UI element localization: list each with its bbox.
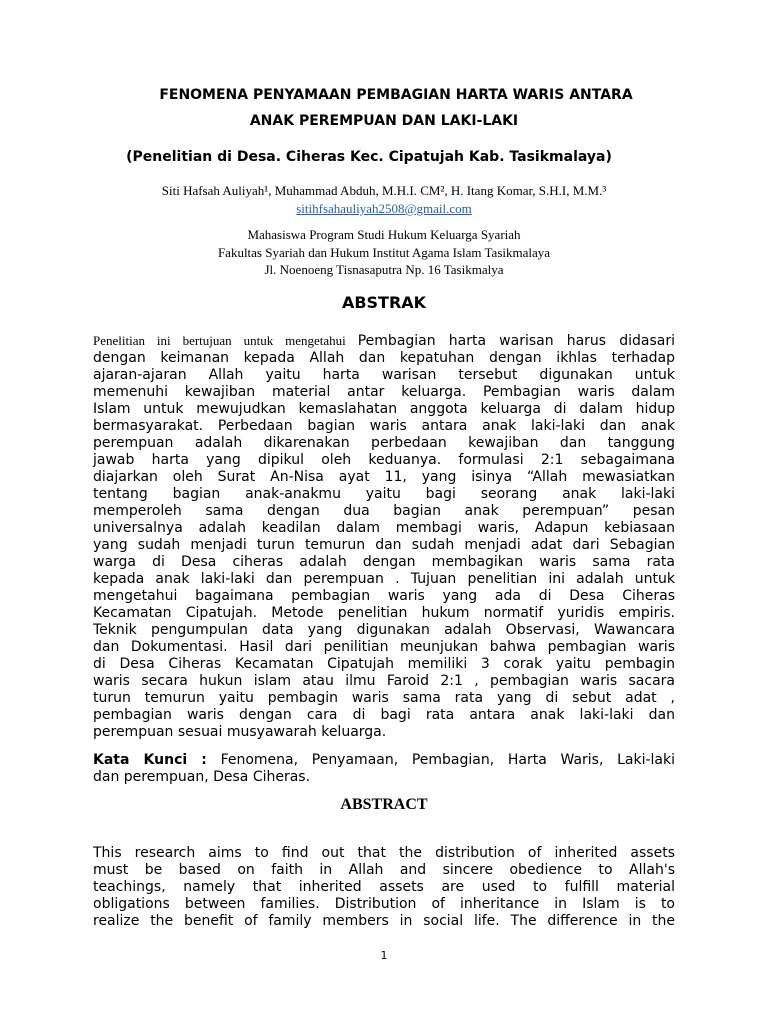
abstrak-line: turun temurun yaitu pembagin waris sama rata yang di sebut adat ,: [93, 690, 675, 706]
abstract-line: This research aims to find out that the distribution of inherited assets: [93, 845, 675, 861]
abstrak-line: bermasyarakat. Perbedaan bagian waris antara anak laki-laki dan anak: [93, 418, 675, 434]
affiliation-line: Jl. Noenoeng Tisnasaputra Np. 16 Tasikmalya: [264, 262, 504, 277]
abstrak-line: Islam untuk mewujudkan kemaslahatan anggota keluarga di dalam hidup: [93, 401, 675, 417]
abstrak-line: mengetahui bagaimana pembagian waris yang ada di Desa Ciheras: [93, 588, 675, 604]
abstrak-line: Kecamatan Cipatujah. Metode penelitian hukum normatif yuridis empiris.: [93, 605, 675, 621]
abstrak-line: memperoleh sama dengan dua bagian anak perempuan” pesan: [93, 503, 675, 519]
abstract-line: obligations between families. Distribution of inheritance in Islam is to: [93, 896, 675, 912]
abstrak-first-line-serif: Penelitian ini bertujuan untuk mengetahui: [93, 333, 358, 348]
abstract-heading: ABSTRACT: [340, 796, 428, 813]
abstrak-line: Teknik pengumpulan data yang digunakan adalah Observasi, Wawancara: [93, 622, 675, 638]
paper-subtitle: (Penelitian di Desa. Ciheras Kec. Cipatujah Kab. Tasikmalaya): [126, 149, 612, 165]
abstract-line: teachings, namely that inherited assets are used to fulfill material: [93, 879, 675, 895]
keywords-line-2: dan perempuan, Desa Ciheras.: [93, 769, 311, 785]
abstrak-line: yang sudah menjadi turun temurun dan sudah menjadi adat dari Sebagian: [93, 537, 675, 553]
abstrak-line: universalnya adalah keadilan dalam membagi waris, Adapun kebiasaan: [93, 520, 675, 536]
abstrak-line: dan Dokumentasi. Hasil dari penilitian meunjukan bahwa pembagian waris: [93, 639, 675, 655]
abstrak-first-line-sans: Pembagian harta warisan harus didasari: [357, 333, 675, 349]
keywords-label: Kata Kunci :: [93, 752, 207, 768]
page-number: 1: [380, 949, 388, 962]
author-names: Siti Hafsah Auliyah¹, Muhammad Abduh, M.H.I. CM², H. Itang Komar, S.H.I, M.M.³: [161, 183, 607, 198]
abstract-line: must be based on faith in Allah and sincere obedience to Allah's: [93, 862, 675, 878]
abstrak-heading: ABSTRAK: [341, 293, 427, 312]
abstrak-line: ajaran-ajaran Allah yaitu harta warisan tersebut digunakan untuk: [93, 367, 675, 383]
paper-title-line-2: ANAK PEREMPUAN DAN LAKI-LAKI: [249, 113, 519, 129]
abstrak-line: kepada anak laki-laki dan perempuan . Tujuan penelitian ini adalah untuk: [93, 571, 675, 587]
affiliation-line: Mahasiswa Program Studi Hukum Keluarga Syariah: [247, 227, 521, 242]
abstrak-line: perempuan adalah dikarenakan perbedaan kewajiban dan tanggung: [93, 435, 675, 451]
affiliation-line: Fakultas Syariah dan Hukum Institut Agama Islam Tasikmalaya: [217, 245, 551, 260]
abstrak-line: tentang bagian anak-anakmu yaitu bagi seorang anak laki-laki: [93, 486, 675, 502]
abstrak-line: waris secara hukun islam atau ilmu Faroid 2:1 , pembagian waris sacara: [93, 673, 675, 689]
keywords-text: Fenomena, Penyamaan, Pembagian, Harta Waris, Laki-laki: [206, 752, 675, 768]
abstrak-line: dengan keimanan kepada Allah dan kepatuhan dengan ikhlas terhadap: [93, 350, 675, 366]
paper-title-line-1: FENOMENA PENYAMAAN PEMBAGIAN HARTA WARIS ANTARA: [159, 87, 633, 103]
abstrak-line: memenuhi kewajiban material antar keluarga. Pembagian waris dalam: [93, 384, 675, 400]
author-email-link[interactable]: sitihfsahauliyah2508@gmail.com: [296, 201, 472, 216]
abstract-line: realize the benefit of family members in social life. The difference in the: [93, 913, 675, 929]
keywords-line-1: [93, 752, 675, 769]
abstrak-line: pembagian waris dengan cara di bagi rata antara anak laki-laki dan: [93, 707, 675, 723]
author-email-row: [0, 201, 768, 217]
abstrak-first-line: [93, 332, 675, 350]
abstrak-line: warga di Desa ciheras adalah dengan membagikan waris sama rata: [93, 554, 675, 570]
abstrak-line: jawab harta yang dipikul oleh keduanya. formulasi 2:1 sebagaimana: [93, 452, 675, 468]
abstrak-last-line: perempuan sesuai musyawarah keluarga.: [93, 724, 387, 740]
abstrak-line: di Desa Ciheras Kecamatan Cipatujah memiliki 3 corak yaitu pembagin: [93, 656, 675, 672]
abstrak-line: diajarkan oleh Surat An-Nisa ayat 11, yang isinya “Allah mewasiatkan: [93, 469, 675, 485]
